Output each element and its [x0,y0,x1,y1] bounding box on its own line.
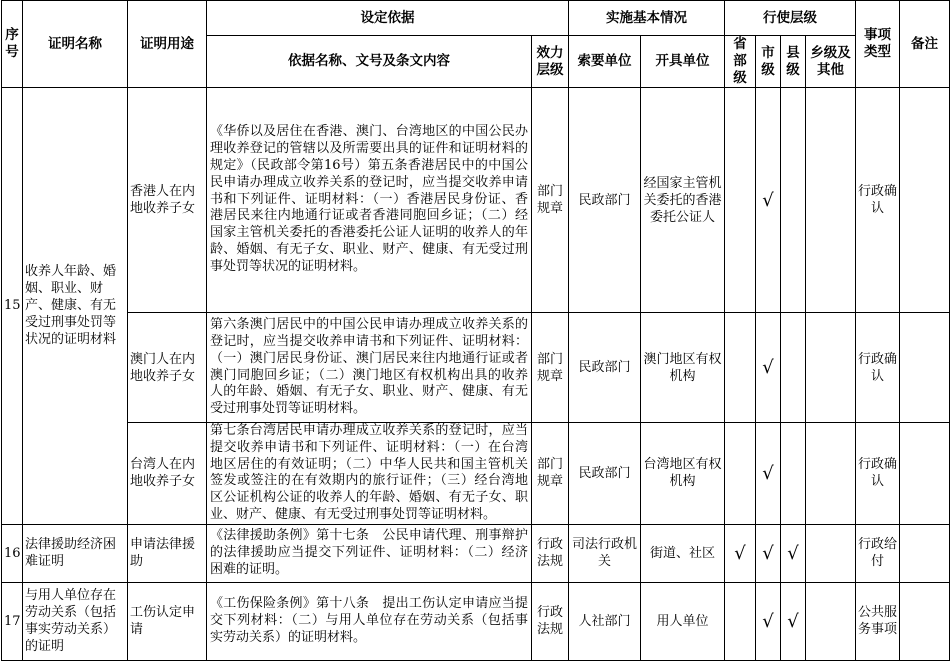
province-level-mark [725,313,756,423]
township-level-mark [806,88,856,313]
province-level-mark: √ [725,524,756,582]
city-level-mark: √ [756,524,781,582]
header-city-level: 市级 [756,36,781,88]
header-township-level: 乡级及其他 [806,36,856,88]
remark [900,582,950,660]
remark [900,313,950,423]
basis-content: 《工伤保险条例》第十八条 提出工伤认定申请应当提交下列材料：（二）与用人单位存在劳动关系（包括事实劳动关系）的证明材料。 [207,582,532,660]
header-effect-level: 效力层级 [532,36,569,88]
header-type: 事项类型 [856,1,900,88]
certificate-name: 与用人单位存在劳动关系（包括事实劳动关系）的证明 [23,582,128,660]
basis-content: 第七条台湾居民申请办理成立收养关系的登记时，应当提交收养申请书和下列证件、证明材料：（一）在台湾地区居住的有效证明；（二）中华人民共和国主管机关签发或签注的在有效期内的旅行证件；（三）经台湾地区公证机构公证的收养人的年龄、婚姻、有无子女、职业、财产、健康、有无受过刑事处罚等证明材料。 [207,423,532,525]
table-row [2,524,950,582]
row-seq: 17 [2,582,23,660]
table-row [2,88,950,313]
issuing-unit: 经国家主管机关委托的香港委托公证人 [641,88,725,313]
header-county-level: 县级 [781,36,806,88]
province-level-mark [725,423,756,525]
header-name: 证明名称 [23,1,128,88]
header-seq: 序号 [2,1,23,88]
header-level-group: 行使层级 [725,1,856,36]
requesting-unit: 民政部门 [569,423,641,525]
item-type: 行政确认 [856,88,900,313]
requesting-unit: 人社部门 [569,582,641,660]
issuing-unit: 澳门地区有权机构 [641,313,725,423]
requesting-unit: 民政部门 [569,88,641,313]
city-level-mark: √ [756,88,781,313]
header-implementation-group: 实施基本情况 [569,1,725,36]
city-level-mark: √ [756,582,781,660]
item-type: 行政确认 [856,313,900,423]
issuing-unit: 街道、社区 [641,524,725,582]
item-type: 行政给付 [856,524,900,582]
county-level-mark: √ [781,582,806,660]
certificate-table [1,0,950,661]
remark [900,423,950,525]
township-level-mark [806,582,856,660]
certificate-purpose: 澳门人在内地收养子女 [128,313,207,423]
certificate-name: 法律援助经济困难证明 [23,524,128,582]
effect-level: 部门规章 [532,423,569,525]
basis-content: 《法律援助条例》第十七条 公民申请代理、刑事辩护的法律援助应当提交下列证件、证明材料：（二）经济困难的证明。 [207,524,532,582]
row-seq: 15 [2,88,23,525]
header-requesting-unit: 索要单位 [569,36,641,88]
certificate-name: 收养人年龄、婚姻、职业、财产、健康、有无受过刑事处罚等状况的证明材料 [23,88,128,525]
header-province-level: 省部级 [725,36,756,88]
remark [900,88,950,313]
certificate-purpose: 台湾人在内地收养子女 [128,423,207,525]
issuing-unit: 台湾地区有权机构 [641,423,725,525]
item-type: 公共服务事项 [856,582,900,660]
table-row [2,582,950,660]
header-remark: 备注 [900,1,950,88]
effect-level: 行政法规 [532,524,569,582]
city-level-mark: √ [756,423,781,525]
effect-level: 行政法规 [532,582,569,660]
item-type: 行政确认 [856,423,900,525]
certificate-purpose: 工伤认定申请 [128,582,207,660]
township-level-mark [806,524,856,582]
certificate-purpose: 香港人在内地收养子女 [128,88,207,313]
requesting-unit: 民政部门 [569,313,641,423]
remark [900,524,950,582]
city-level-mark: √ [756,313,781,423]
header-purpose: 证明用途 [128,1,207,88]
township-level-mark [806,423,856,525]
row-seq: 16 [2,524,23,582]
issuing-unit: 用人单位 [641,582,725,660]
effect-level: 部门规章 [532,313,569,423]
header-basis-group: 设定依据 [207,1,569,36]
header-row-1 [2,1,950,36]
table-row [2,313,950,423]
county-level-mark [781,313,806,423]
basis-content: 第六条澳门居民中的中国公民申请办理成立收养关系的登记时，应当提交收养申请书和下列证件、证明材料：（一）澳门居民身份证、澳门居民来往内地通行证或者澳门同胞回乡证；（二）澳门地区有权机构出具的收养人的年龄、婚姻、有无子女、职业、财产、健康、有无受过刑事处罚等证明材料。 [207,313,532,423]
county-level-mark [781,423,806,525]
province-level-mark [725,582,756,660]
header-issuing-unit: 开具单位 [641,36,725,88]
certificate-purpose: 申请法律援助 [128,524,207,582]
requesting-unit: 司法行政机关 [569,524,641,582]
effect-level: 部门规章 [532,88,569,313]
table-row [2,423,950,525]
county-level-mark [781,88,806,313]
province-level-mark [725,88,756,313]
header-basis-content: 依据名称、文号及条文内容 [207,36,532,88]
basis-content: 《华侨以及居住在香港、澳门、台湾地区的中国公民办理收养登记的管辖以及所需要出具的证件和证明材料的规定》（民政部令第16号）第五条香港居民中的中国公民申请办理成立收养关系的登记时，应当提交收养申请书和下列证件、证明材料：（一）香港居民身份证、香港居民来往内地通行证或者香港同胞回乡证；（二）经国家主管机关委托的香港委托公证人证明的收养人的年龄、婚姻、有无子女、职业、财产、健康、有无受过刑事处罚等状况的证明材料。 [207,88,532,313]
township-level-mark [806,313,856,423]
county-level-mark: √ [781,524,806,582]
